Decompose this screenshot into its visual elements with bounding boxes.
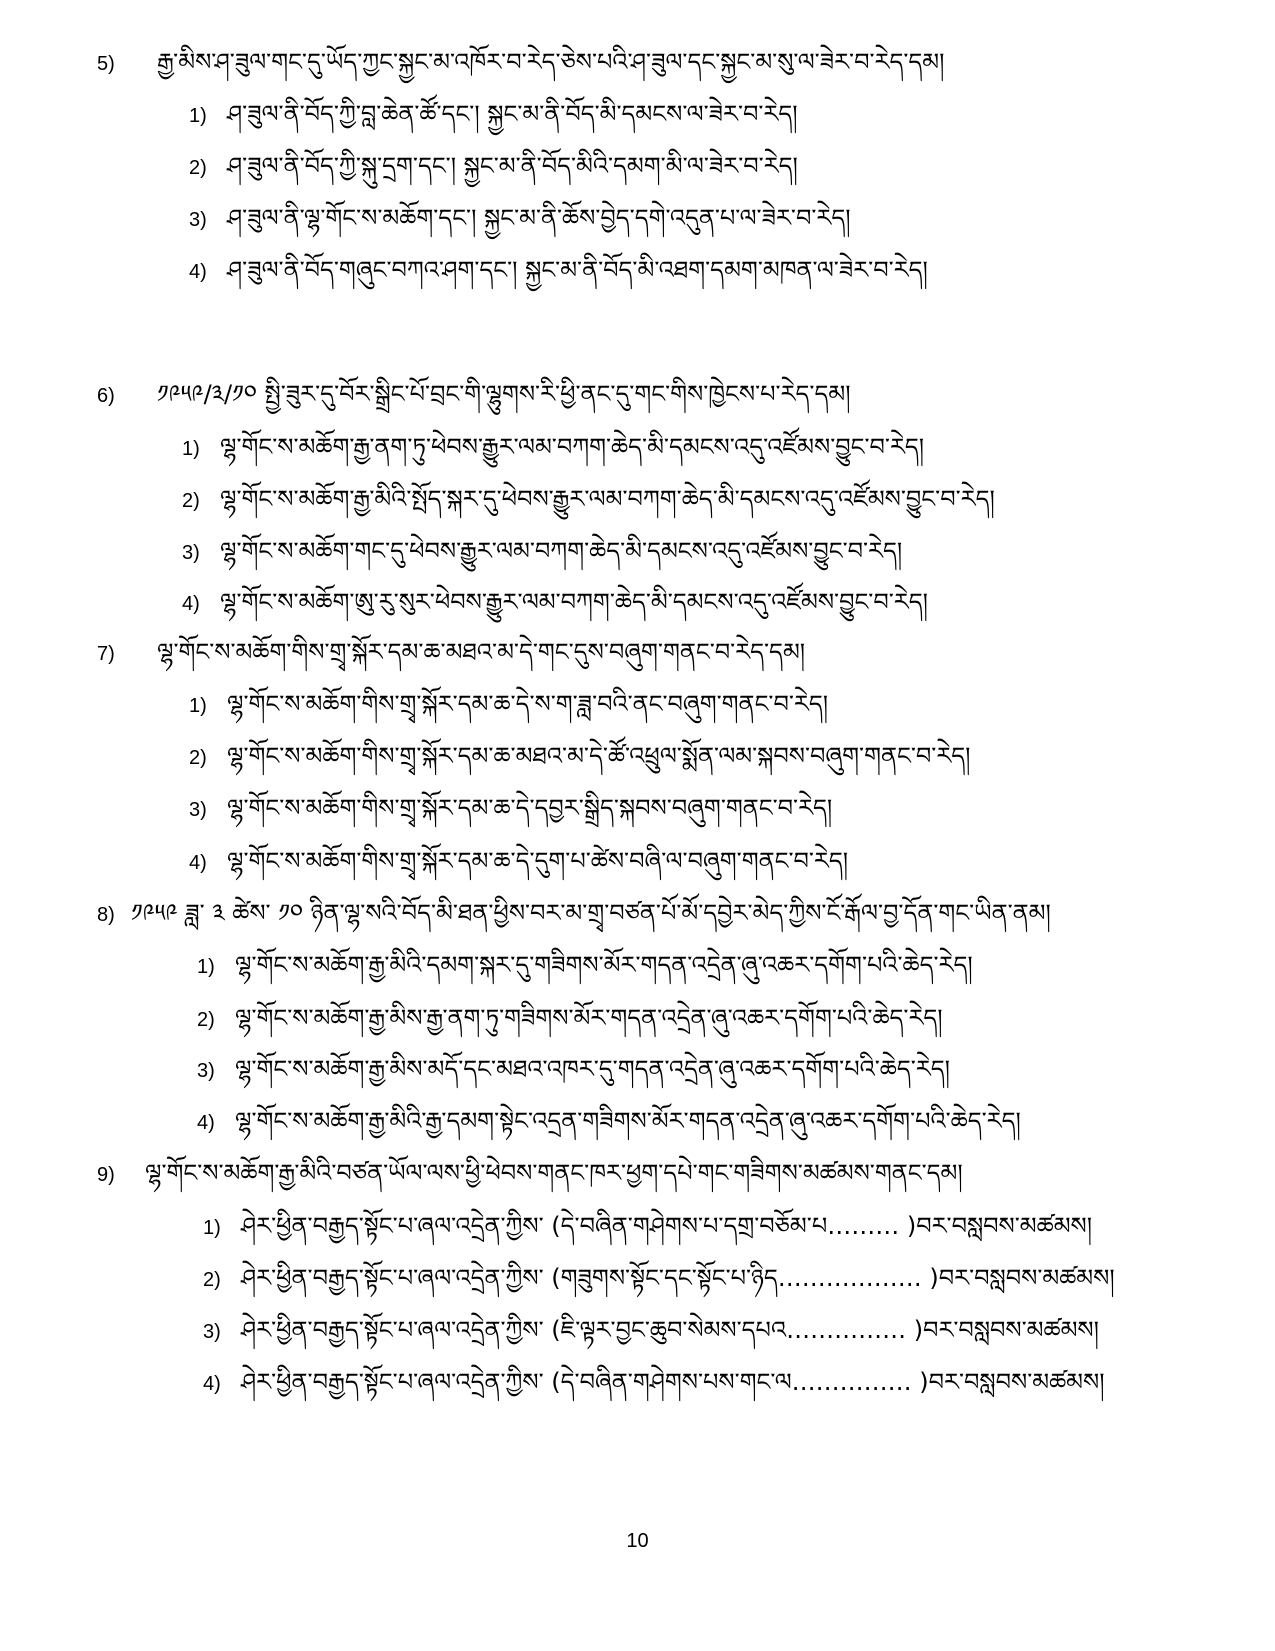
option-number: 4) xyxy=(182,593,200,615)
option-5-3 xyxy=(189,202,851,236)
option-text: ཤ་ཟུལ་ནི་ལྷ་གོང་ས་མཆོག་དང་། སྐྱང་མ་ནི་ཆོས་བྱེད་དགེ་འདུན་པ་ལ་ཟེར་བ་རེད། xyxy=(227,204,851,232)
option-text: ལྷ་གོང་ས་མཆོག་གིས་གྲྭ་སྐོར་དམ་ཆ་དེ་ས་ག་ཟླ་བའི་ནང་བཞུག་གནང་བ་རེད། xyxy=(227,690,829,718)
option-text: ཤེར་ཕྱིན་བརྒྱད་སྟོང་པ་ཞལ་འདྲེན་ཀྱིས་ (གཟུགས་སྟོང་དང་སྟོང་པ་ཉིད……………… )བར་བསླབས་མཚམས། xyxy=(241,1264,1115,1292)
option-number: 1) xyxy=(189,695,207,717)
option-5-1 xyxy=(189,98,798,132)
option-number: 1) xyxy=(197,956,215,978)
option-number: 2) xyxy=(189,747,207,769)
question-7 xyxy=(97,636,805,670)
option-8-1 xyxy=(197,949,973,983)
option-text: ཤ་ཟུལ་ནི་བོད་གཞུང་བཀའ་ཤག་དང་། སྐྱང་མ་ནི་བོད་མི་འཐག་དམག་མཁན་ལ་ཟེར་བ་རེད། xyxy=(227,256,928,284)
option-text: ལྷ་གོང་ས་མཆོག་རྒྱ་མིས་རྒྱ་ནག་ཏུ་གཟིགས་མོར་གདན་འདྲེན་ཞུ་འཆར་དགོག་པའི་ཆེད་རེད། xyxy=(235,1004,943,1032)
option-number: 4) xyxy=(189,852,207,874)
option-5-4 xyxy=(189,254,928,288)
option-text: ལྷ་གོང་ས་མཆོག་རྒྱ་མིས་མདོ་དང་མཐའ་འཁར་དུ་གདན་འདྲེན་ཞུ་འཆར་དགོག་པའི་ཆེད་རེད། xyxy=(235,1055,950,1083)
question-text: རྒྱ་མིས་ཤ་ཟུལ་གང་དུ་ཡོད་ཀྱང་སྐྱང་མ་འཁོར་བ་རེད་ཅེས་པའི་ཤ་ཟུལ་དང་སྐྱང་མ་སུ་ལ་ཟེར་བ་རེད་དམ། xyxy=(157,48,945,76)
option-number: 3) xyxy=(189,209,207,231)
question-text: ༡༩༥༩/༣/༡༠ སྤྱི་ཟུར་དུ་བོར་སྒྲིང་པོ་བྲང་གི་ལྷུགས་རི་ཕྱི་ནང་དུ་གང་གིས་ཁྱེངས་པ་རེད་དམ། xyxy=(157,380,851,408)
option-text: ལྷ་གོང་ས་མཆོག་གིས་གྲྭ་སྐོར་དམ་ཆ་དེ་དབྱར་སྒྲིད་སྐབས་བཞུག་གནང་བ་རེད། xyxy=(227,794,833,822)
question-5 xyxy=(97,46,944,80)
option-text: ལྷ་གོང་ས་མཆོག་ཨུ་རུ་སུར་ཕེབས་རྒྱུར་ལམ་བཀག་ཆེད་མི་དམངས་འདུ་འཛོམས་བྱུང་བ་རེད། xyxy=(220,588,928,616)
option-text: ལྷ་གོང་ས་མཆོག་རྒྱ་མིའི་རྒྱ་དམག་སྟེང་འདྲན་གཟིགས་མོར་གདན་འདྲེན་ཞུ་འཆར་དགོག་པའི་ཆེད་རེད། xyxy=(235,1107,1021,1135)
option-9-1 xyxy=(203,1210,1092,1244)
option-text: ཤ་ཟུལ་ནི་བོད་ཀྱི་སྐུ་དྲག་དང་། སྐྱང་མ་ནི་བོད་མིའི་དམག་མི་ལ་ཟེར་བ་རེད། xyxy=(227,152,798,180)
option-6-2 xyxy=(182,483,995,517)
option-7-1 xyxy=(189,688,828,722)
option-6-4 xyxy=(182,586,928,620)
question-number: 5) xyxy=(97,53,115,75)
option-number: 3) xyxy=(203,1321,221,1343)
option-text: ཤེར་ཕྱིན་བརྒྱད་སྟོང་པ་ཞལ་འདྲེན་ཀྱིས་ (དེ་བཞིན་གཤེགས་པ་དགྲ་བཅོམ་པ……… )བར་བསླབས་མཚམས། xyxy=(241,1212,1093,1240)
option-number: 2) xyxy=(189,157,207,179)
option-text: ཤེར་ཕྱིན་བརྒྱད་སྟོང་པ་ཞལ་འདྲེན་ཀྱིས་ (ཇི་ལྟར་བྱང་ཆུབ་སེམས་དཔའ…………… )བར་བསླབས་མཚམས། xyxy=(241,1316,1099,1344)
option-8-4 xyxy=(197,1105,1021,1139)
option-8-3 xyxy=(197,1053,950,1087)
option-6-1 xyxy=(182,431,924,465)
option-text: ལྷ་གོང་ས་མཆོག་རྒྱ་ནག་ཏུ་ཕེབས་རྒྱུར་ལམ་བཀག་ཆེད་མི་དམངས་འདུ་འཛོམས་བྱུང་བ་རེད། xyxy=(220,433,925,461)
option-number: 2) xyxy=(197,1009,215,1031)
option-number: 4) xyxy=(197,1112,215,1134)
question-number: 7) xyxy=(97,643,115,665)
option-number: 3) xyxy=(189,799,207,821)
question-number: 8) xyxy=(97,904,115,926)
option-number: 3) xyxy=(197,1060,215,1082)
question-number: 9) xyxy=(97,1164,115,1186)
option-text: ལྷ་གོང་ས་མཆོག་རྒྱ་མིའི་སྤོད་སྐར་དུ་ཕེབས་རྒྱུར་ལམ་བཀག་ཆེད་མི་དམངས་འདུ་འཛོམས་བྱུང་བ་རེད། xyxy=(220,485,995,513)
option-number: 4) xyxy=(189,261,207,283)
question-8 xyxy=(97,897,1051,931)
question-9 xyxy=(97,1157,963,1191)
option-7-2 xyxy=(189,740,971,774)
question-text: ལྷ་གོང་ས་མཆོག་རྒྱ་མིའི་བཙན་ཡོལ་ལས་ཕྱི་ཕེབས་གནང་ཁར་ཕྱག་དཔེ་གང་གཟིགས་མཚམས་གནང་དམ། xyxy=(145,1159,963,1187)
option-8-2 xyxy=(197,1002,943,1036)
option-6-3 xyxy=(182,535,902,569)
option-number: 1) xyxy=(189,105,207,127)
option-number: 1) xyxy=(203,1217,221,1239)
option-9-3 xyxy=(203,1314,1099,1348)
option-text: ལྷ་གོང་ས་མཆོག་གིས་གྲྭ་སྐོར་དམ་ཆ་མཐའ་མ་དེ་ཚོ་འཕྲུལ་སྨོན་ལམ་སྐབས་བཞུག་གནང་བ་རེད། xyxy=(227,742,971,770)
option-number: 4) xyxy=(203,1373,221,1395)
option-7-3 xyxy=(189,792,832,826)
question-number: 6) xyxy=(97,385,115,407)
option-text: ལྷ་གོང་ས་མཆོག་གང་དུ་ཕེབས་རྒྱུར་ལམ་བཀག་ཆེད་མི་དམངས་འདུ་འཛོམས་བྱུང་བ་རེད། xyxy=(220,537,903,565)
option-9-4 xyxy=(203,1366,1105,1400)
option-text: ཤ་ཟུལ་ནི་བོད་ཀྱི་བླ་ཆེན་ཚོ་དང་། སྐྱང་མ་ནི་བོད་མི་དམངས་ལ་ཟེར་བ་རེད། xyxy=(227,100,798,128)
option-7-4 xyxy=(189,845,848,879)
option-text: ལྷ་གོང་ས་མཆོག་རྒྱ་མིའི་དམག་སྐར་དུ་གཟིགས་མོར་གདན་འདྲེན་ཞུ་འཆར་དགོག་པའི་ཆེད་རེད། xyxy=(235,951,973,979)
option-5-2 xyxy=(189,150,798,184)
question-6 xyxy=(97,378,851,412)
option-number: 3) xyxy=(182,542,200,564)
question-text: ལྷ་གོང་ས་མཆོག་གིས་གྲྭ་སྐོར་དམ་ཆ་མཐའ་མ་དེ་གང་དུས་བཞུག་གནང་བ་རེད་དམ། xyxy=(157,638,806,666)
option-text: ཤེར་ཕྱིན་བརྒྱད་སྟོང་པ་ཞལ་འདྲེན་ཀྱིས་ (དེ་བཞིན་གཤེགས་པས་གང་ལ…………… )བར་བསླབས་མཚམས། xyxy=(241,1368,1105,1396)
option-number: 1) xyxy=(182,438,200,460)
option-number: 2) xyxy=(182,490,200,512)
page-number: 10 xyxy=(626,1530,649,1552)
question-text: ༡༩༥༩ ཟླ་ ༣ ཚེས་ ༡༠ ཉིན་ལྷ་སའི་བོད་མི་ཐན་ཕྱིས་བར་མ་གྲྭ་བཙན་པོ་མོ་དབྱེར་མེད་ཀྱིས་ངོ་རྒོལ་བྱ་དོན་གང་ཡིན་ནམ། xyxy=(131,899,1051,927)
option-number: 2) xyxy=(203,1269,221,1291)
option-text: ལྷ་གོང་ས་མཆོག་གིས་གྲྭ་སྐོར་དམ་ཆ་དེ་དུག་པ་ཚེས་བཞི་ལ་བཞུག་གནང་བ་རེད། xyxy=(227,847,849,875)
option-9-2 xyxy=(203,1262,1115,1296)
